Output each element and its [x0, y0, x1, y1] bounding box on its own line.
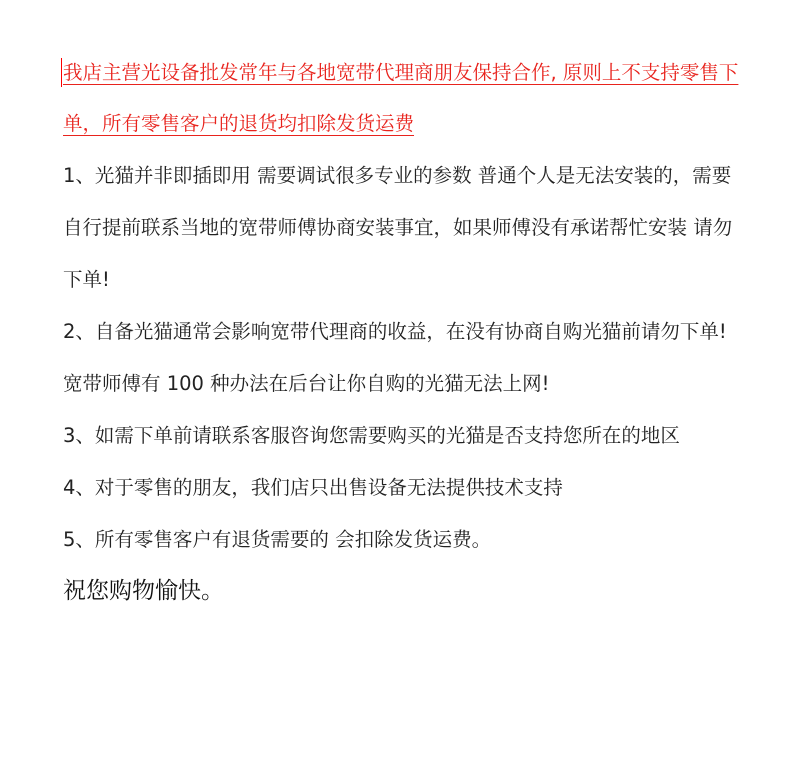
- item-2-line-1: 2、自备光猫通常会影响宽带代理商的收益，在没有协商自购光猫前请勿下单!: [63, 320, 727, 343]
- notice-line-2: 单，所有零售客户的退货均扣除发货运费: [63, 112, 415, 135]
- item-3: 3、如需下单前请联系客服咨询您需要购买的光猫是否支持您所在的地区: [63, 424, 680, 447]
- item-2-line-2: 宽带师傅有 100 种办法在后台让你自购的光猫无法上网!: [63, 372, 550, 395]
- notice-line-1: 我店主营光设备批发常年与各地宽带代理商朋友保持合作, 原则上不支持零售下: [63, 61, 739, 84]
- item-1-line-2: 自行提前联系当地的宽带师傅协商安装事宜，如果师傅没有承诺帮忙安装 请勿: [63, 216, 733, 239]
- item-4: 4、对于零售的朋友，我们店只出售设备无法提供技术支持: [63, 476, 563, 499]
- item-1-line-1: 1、光猫并非即插即用 需要调试很多专业的参数 普通个人是无法安装的，需要: [63, 164, 732, 187]
- closing-greeting: 祝您购物愉快。: [63, 578, 224, 604]
- item-5: 5、所有零售客户有退货需要的 会扣除发货运费。: [63, 528, 492, 551]
- text-cursor: [61, 58, 62, 87]
- item-1-line-3: 下单!: [63, 268, 110, 291]
